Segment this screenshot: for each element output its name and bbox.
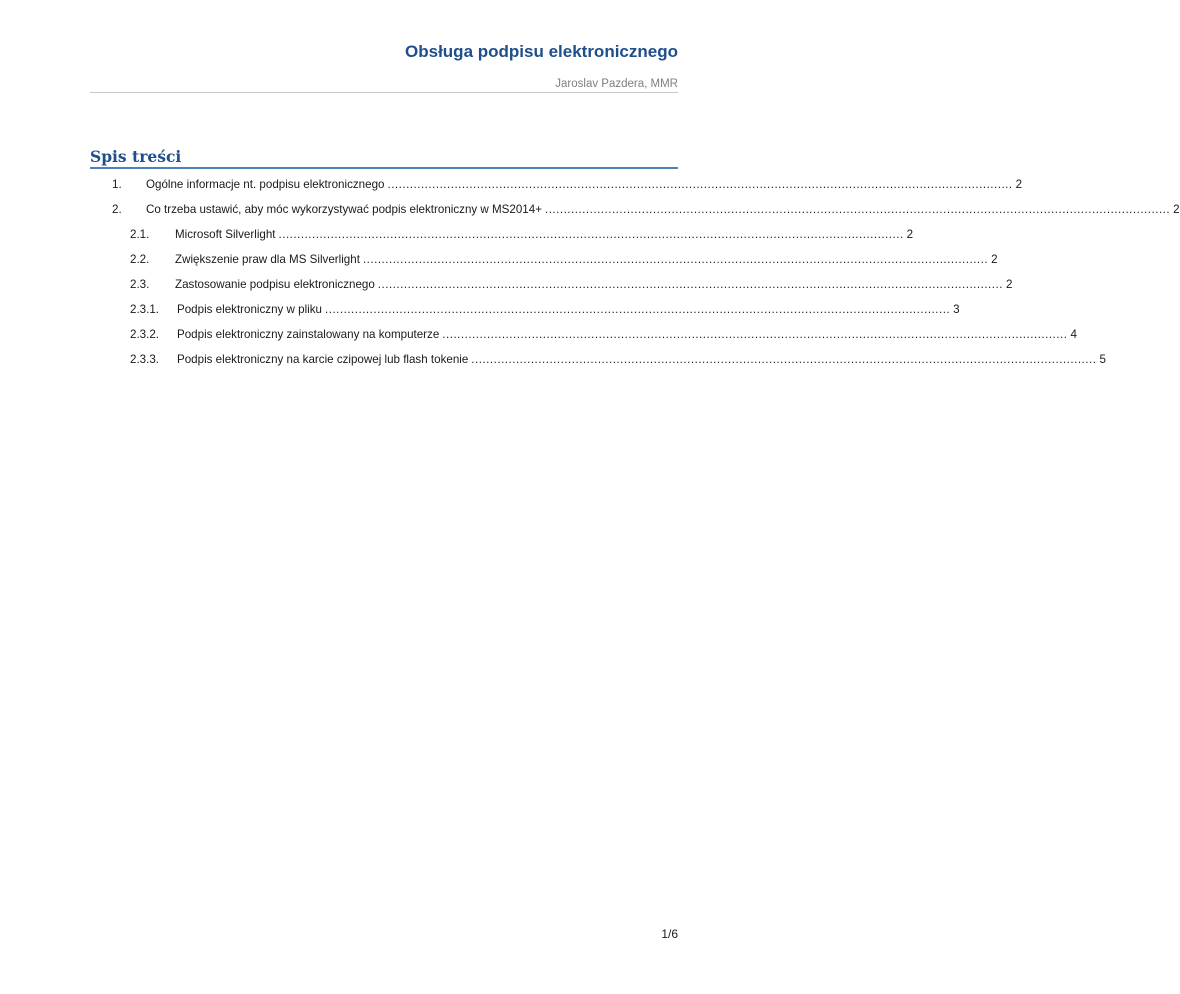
toc-entry-page: 2 [991,253,998,266]
toc-leader-dots: ........................................................................................................................................................................ [442,328,1068,341]
toc-entry-2-2[interactable] [130,248,998,266]
page-indicator: 1/6 [661,927,678,941]
toc-entry-2[interactable] [112,198,1180,216]
document-title: Obsługa podpisu elektronicznego [405,42,678,61]
toc-entry-page: 4 [1070,328,1077,341]
toc-entry-2-3-3[interactable] [130,348,1106,366]
toc-entry-title: Ogólne informacje nt. podpisu elektronicznego [146,178,385,191]
toc-leader-dots: ........................................................................................................................................................................ [325,303,951,316]
toc-entry-title: Zwiększenie praw dla MS Silverlight [175,253,360,266]
toc-leader-dots: ........................................................................................................................................................................ [377,278,1003,291]
toc-entry-page: 2 [1015,178,1023,191]
toc-entry-title: Podpis elektroniczny w pliku [177,303,322,316]
header-divider [90,92,678,93]
toc-entry-number: 2.3.1. [130,303,160,316]
toc-entry-title: Co trzeba ustawić, aby móc wykorzystywać podpis elektroniczny w MS2014+ [146,203,542,216]
toc-entry-page: 2 [1005,278,1013,291]
toc-entry-number: 2. [112,203,122,216]
toc-leader-dots: ........................................................................................................................................................................ [278,228,904,241]
toc-leader-dots: ........................................................................................................................................................................ [471,353,1097,366]
toc-leader-dots: ........................................................................................................................................................................ [387,178,1013,191]
toc-entry-page: 2 [1173,203,1180,216]
toc-leader-dots: ........................................................................................................................................................................ [544,203,1171,216]
toc-entry-number: 2.3. [130,278,150,291]
toc-entry-2-3[interactable] [130,273,1013,291]
toc-entry-title: Zastosowanie podpisu elektronicznego [175,278,375,291]
toc-entry-2-1[interactable] [130,223,914,241]
toc-divider [90,167,678,169]
toc-entry-title: Microsoft Silverlight [175,228,276,241]
toc-entry-page: 2 [906,228,914,241]
toc-entry-number: 2.1. [130,228,150,241]
toc-entry-2-3-2[interactable] [130,323,1077,341]
toc-entry-title: Podpis elektroniczny na karcie czipowej lub flash tokenie [177,353,469,366]
toc-entry-number: 2.3.3. [130,353,160,366]
toc-entry-number: 1. [112,178,122,191]
toc-entry-title: Podpis elektroniczny zainstalowany na komputerze [177,328,440,341]
toc-leader-dots: ........................................................................................................................................................................ [362,253,989,266]
toc-entry-2-3-1[interactable] [130,298,960,316]
toc-heading: Spis treści [90,147,182,166]
toc-entry-number: 2.3.2. [130,328,160,341]
toc-entry-page: 3 [953,303,960,316]
toc-entry-number: 2.2. [130,253,150,266]
toc-entry-1[interactable] [112,173,1023,191]
document-author: Jaroslav Pazdera, MMR [555,78,678,90]
toc-entry-page: 5 [1099,353,1106,366]
